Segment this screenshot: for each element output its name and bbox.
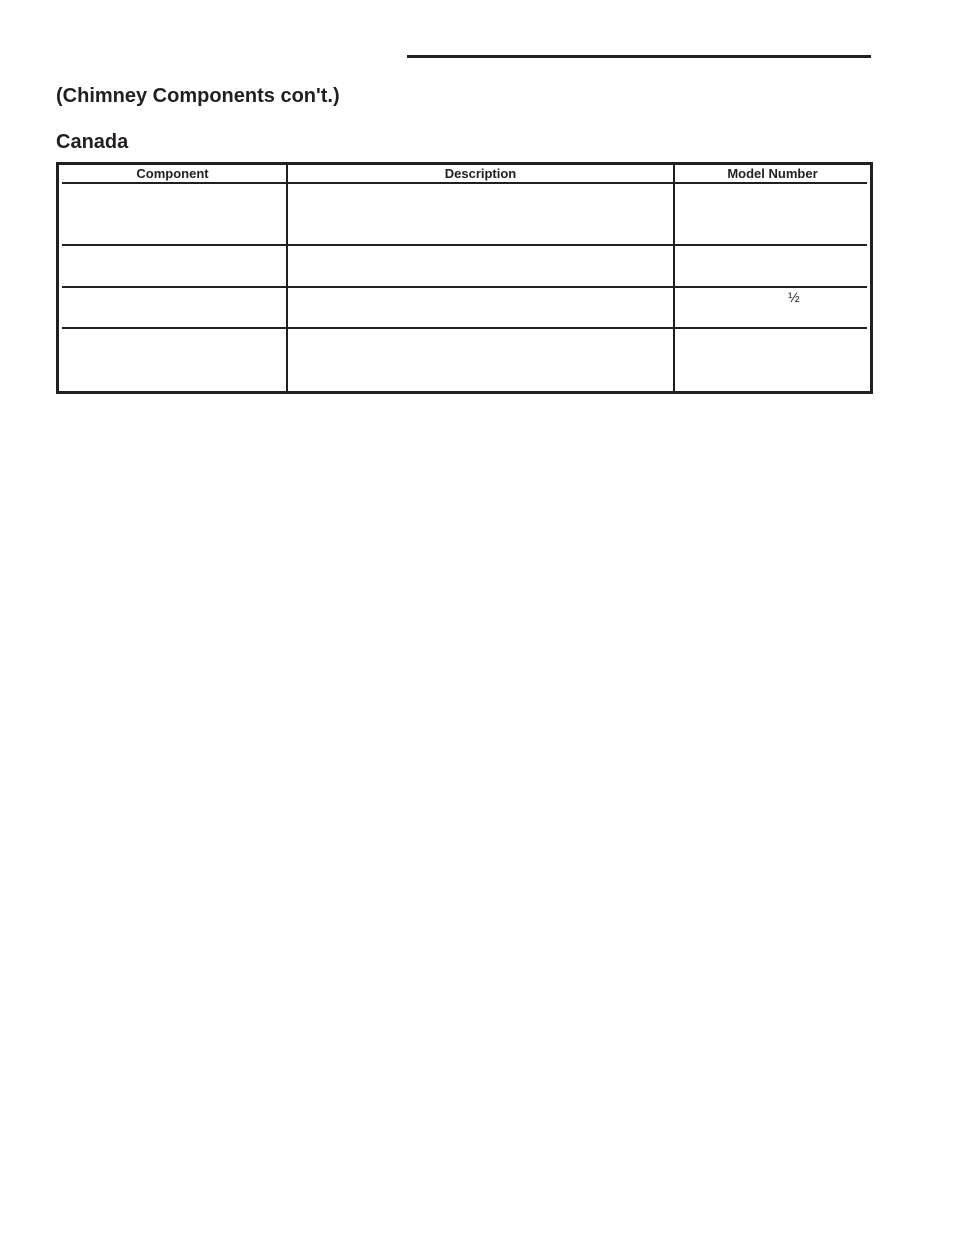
column-divider	[286, 165, 288, 391]
column-header-description: Description	[444, 166, 517, 181]
row-divider	[62, 244, 867, 246]
header-rule	[407, 55, 871, 58]
table-cell-model-number: ½	[788, 289, 800, 305]
column-divider	[673, 165, 675, 391]
components-table	[56, 162, 873, 394]
row-divider	[62, 327, 867, 329]
section-title: (Chimney Components con't.)	[56, 85, 340, 107]
row-divider	[62, 286, 867, 288]
header-divider	[62, 182, 867, 184]
column-header-component: Component	[136, 166, 209, 181]
region-title: Canada	[56, 131, 129, 153]
column-header-model-number: Model Number	[727, 166, 818, 181]
